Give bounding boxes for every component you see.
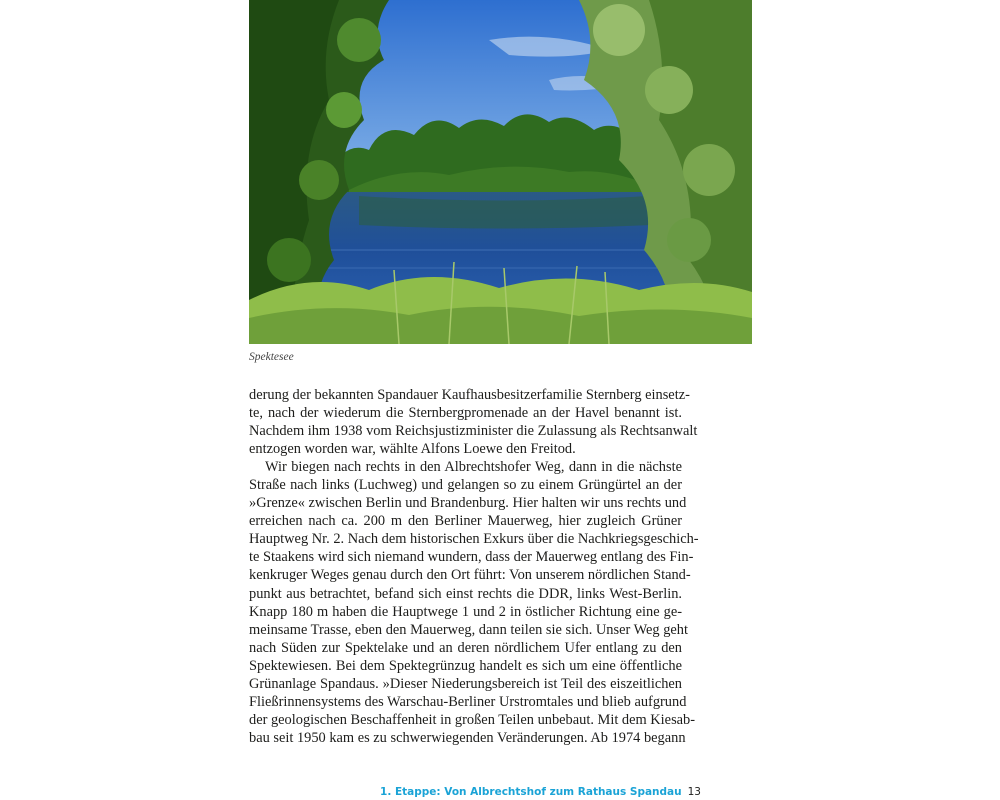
text-line: »Grenze« zwischen Berlin und Brandenburg. Hier halten wir uns rechts und bbox=[249, 495, 687, 512]
text-line: Hauptweg Nr. 2. Nach dem historischen Exkurs über die Nachkriegsgeschich- bbox=[249, 531, 699, 548]
text-line: Grünanlage Spandaus. »Dieser Niederungsbereich ist Teil des eiszeitlichen bbox=[249, 675, 682, 692]
text-line: Wir biegen nach rechts in den Albrechtshofer Weg, dann in die nächste bbox=[265, 459, 682, 476]
text-line: der geologischen Beschaffenheit in großen Teilen unbebaut. Mit dem Kiesab- bbox=[249, 711, 696, 728]
text-line: kenkruger Weges genau durch den Ort führt: Von unserem nördlichen Stand- bbox=[249, 567, 691, 584]
photo-spektesee bbox=[249, 0, 752, 344]
page-footer bbox=[249, 786, 701, 798]
text-line: erreichen nach ca. 200 m den Berliner Mauerweg, hier zugleich Grüner bbox=[249, 513, 682, 530]
running-title: 1. Etappe: Von Albrechtshof zum Rathaus Spandau bbox=[380, 786, 682, 798]
text-line: Nachdem ihm 1938 vom Reichsjustizminister die Zulassung als Rechtsanwalt bbox=[249, 423, 698, 440]
text-line: punkt aus betrachtet, befand sich einst rechts die DDR, links West-Berlin. bbox=[249, 585, 682, 602]
text-line: te Staakens wird sich niemand wundern, dass der Mauerweg entlang des Fin- bbox=[249, 549, 694, 566]
text-line: Knapp 180 m haben die Hauptwege 1 und 2 in östlicher Richtung eine ge- bbox=[249, 603, 682, 620]
text-line: te, nach der wiederum die Sternbergpromenade an der Havel benannt ist. bbox=[249, 405, 682, 422]
text-line: meinsame Trasse, eben den Mauerweg, dann teilen sie sich. Unser Weg geht bbox=[249, 621, 688, 638]
text-line: Straße nach links (Luchweg) und gelangen so zu einem Grüngürtel an der bbox=[249, 477, 682, 494]
text-line: derung der bekannten Spandauer Kaufhausbesitzerfamilie Sternberg einsetz- bbox=[249, 387, 690, 403]
text-line: Fließrinnensystems des Warschau-Berliner Urstromtales und blieb aufgrund bbox=[249, 693, 687, 710]
text-line: Spektewiesen. Bei dem Spektegrünzug handelt es sich um eine öffentliche bbox=[249, 657, 682, 674]
figure-caption: Spektesee bbox=[249, 351, 294, 363]
text-line: nach Süden zur Spektelake und an deren nördlichem Ufer entlang zu den bbox=[249, 639, 682, 656]
page-number: 13 bbox=[687, 786, 701, 798]
text-line: bau seit 1950 kam es zu schwerwiegenden Veränderungen. Ab 1974 begann bbox=[249, 729, 686, 746]
body-text bbox=[249, 386, 699, 747]
text-line: entzogen worden war, wählte Alfons Loewe den Freitod. bbox=[249, 441, 576, 458]
